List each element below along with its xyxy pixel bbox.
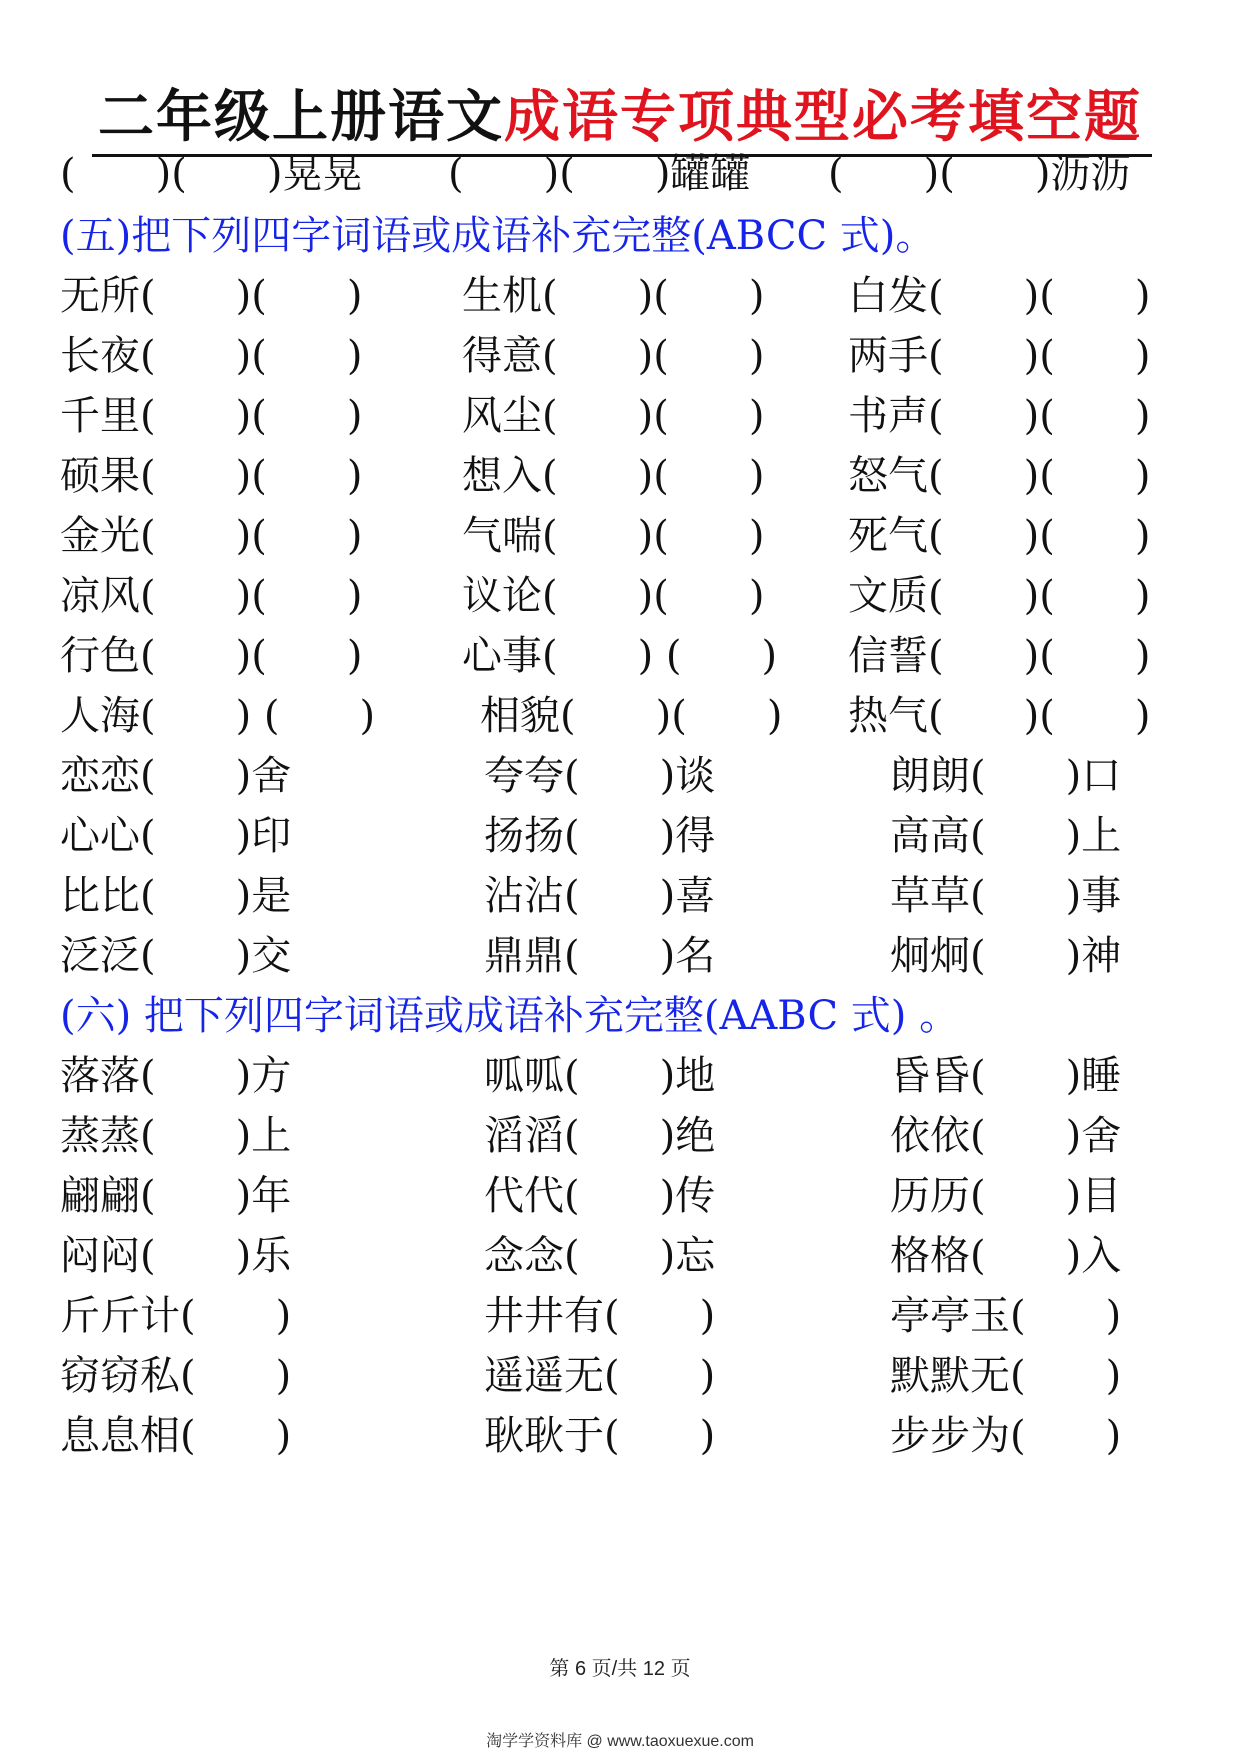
- exercise-item[interactable]: 翩翩( )年: [60, 1173, 292, 1219]
- exercise-item[interactable]: 念念( )忘: [484, 1233, 716, 1279]
- exercise-item[interactable]: 无所( )( ): [60, 273, 363, 319]
- exercise-item[interactable]: 遥遥无( ): [484, 1353, 716, 1399]
- exercise-item[interactable]: 千里( )( ): [60, 393, 363, 439]
- exercise-item[interactable]: 信誓( )( ): [848, 633, 1151, 679]
- exercise-item[interactable]: 窃窃私( ): [60, 1353, 292, 1399]
- exercise-item[interactable]: ( )( )罐罐: [448, 151, 751, 197]
- exercise-item[interactable]: 硕果( )( ): [60, 453, 363, 499]
- exercise-row: [0, 926, 1240, 986]
- exercise-row: [0, 1226, 1240, 1286]
- exercise-item[interactable]: 依依( )舍: [890, 1113, 1122, 1159]
- exercise-item[interactable]: 斤斤计( ): [60, 1293, 292, 1339]
- exercise-item[interactable]: 呱呱( )地: [484, 1053, 716, 1099]
- exercise-row: [0, 566, 1240, 626]
- exercise-item[interactable]: 风尘( )( ): [462, 393, 765, 439]
- exercise-row: [0, 626, 1240, 686]
- exercise-item[interactable]: 默默无( ): [890, 1353, 1122, 1399]
- exercise-item[interactable]: 凉风( )( ): [60, 573, 363, 619]
- exercise-item[interactable]: 死气( )( ): [848, 513, 1151, 559]
- exercise-row: [0, 386, 1240, 446]
- section-5-heading: (五)把下列四字词语或成语补充完整(ABCC 式)。: [60, 213, 936, 259]
- exercise-item[interactable]: 生机( )( ): [462, 273, 765, 319]
- exercise-item[interactable]: 怒气( )( ): [848, 453, 1151, 499]
- watermark-text: 淘学学资料库 @ www.taoxuexue.com: [486, 1733, 754, 1750]
- exercise-item[interactable]: 闷闷( )乐: [60, 1233, 292, 1279]
- exercise-item[interactable]: 热气( )( ): [848, 693, 1151, 739]
- exercise-row: [0, 1166, 1240, 1226]
- exercise-item[interactable]: 想入( )( ): [462, 453, 765, 499]
- exercise-item[interactable]: 昏昏( )睡: [890, 1053, 1122, 1099]
- exercise-item[interactable]: 高高( )上: [890, 813, 1122, 859]
- exercise-item[interactable]: 朗朗( )口: [890, 753, 1122, 799]
- exercise-item[interactable]: 代代( )传: [484, 1173, 716, 1219]
- exercise-row: [0, 1046, 1240, 1106]
- title-part-topic: 成语专项典型必考填空题: [504, 84, 1142, 150]
- page-number: 第 6 页/共 12 页: [549, 1658, 691, 1680]
- exercise-item[interactable]: 文质( )( ): [848, 573, 1151, 619]
- exercise-item[interactable]: 落落( )方: [60, 1053, 292, 1099]
- exercise-item[interactable]: 沾沾( )喜: [484, 873, 716, 919]
- exercise-item[interactable]: 步步为( ): [890, 1413, 1122, 1459]
- exercise-item[interactable]: ( )( )晃晃: [60, 151, 363, 197]
- exercise-item[interactable]: 两手( )( ): [848, 333, 1151, 379]
- exercise-item[interactable]: 格格( )入: [890, 1233, 1122, 1279]
- page-title: [0, 82, 1240, 152]
- exercise-item[interactable]: ( )( )沥沥: [828, 151, 1131, 197]
- exercise-row: [0, 1286, 1240, 1346]
- exercise-item[interactable]: 井井有( ): [484, 1293, 716, 1339]
- exercise-item[interactable]: 比比( )是: [60, 873, 292, 919]
- exercise-item[interactable]: 相貌( )( ): [480, 693, 783, 739]
- exercise-row: [0, 1346, 1240, 1406]
- exercise-item[interactable]: 得意( )( ): [462, 333, 765, 379]
- exercise-item[interactable]: 炯炯( )神: [890, 933, 1122, 979]
- exercise-row: [0, 266, 1240, 326]
- exercise-row: [0, 1106, 1240, 1166]
- exercise-item[interactable]: 夸夸( )谈: [484, 753, 716, 799]
- exercise-item[interactable]: 白发( )( ): [848, 273, 1151, 319]
- exercise-item[interactable]: 心心( )印: [60, 813, 292, 859]
- exercise-row: [0, 506, 1240, 566]
- exercise-item[interactable]: 金光( )( ): [60, 513, 363, 559]
- exercise-item[interactable]: 滔滔( )绝: [484, 1113, 716, 1159]
- exercise-item[interactable]: 泛泛( )交: [60, 933, 292, 979]
- exercise-item[interactable]: 长夜( )( ): [60, 333, 363, 379]
- top-row: [0, 144, 1240, 204]
- exercise-row: [0, 746, 1240, 806]
- exercise-item[interactable]: 亭亭玉( ): [890, 1293, 1122, 1339]
- title-part-grade: 二年级上册语文: [98, 84, 504, 150]
- exercise-item[interactable]: 人海( ) ( ): [60, 693, 376, 739]
- exercise-item[interactable]: 蒸蒸( )上: [60, 1113, 292, 1159]
- exercise-item[interactable]: 鼎鼎( )名: [484, 933, 716, 979]
- exercise-item[interactable]: 草草( )事: [890, 873, 1122, 919]
- exercise-item[interactable]: 行色( )( ): [60, 633, 363, 679]
- exercise-row: [0, 446, 1240, 506]
- exercise-row: [0, 686, 1240, 746]
- exercise-item[interactable]: 恋恋( )舍: [60, 753, 292, 799]
- exercise-item[interactable]: 耿耿于( ): [484, 1413, 716, 1459]
- exercise-row: [0, 1406, 1240, 1466]
- exercise-row: [0, 806, 1240, 866]
- exercise-row: [0, 326, 1240, 386]
- exercise-item[interactable]: 扬扬( )得: [484, 813, 716, 859]
- exercise-item[interactable]: 心事( ) ( ): [462, 633, 778, 679]
- exercise-item[interactable]: 历历( )目: [890, 1173, 1122, 1219]
- exercise-item[interactable]: 议论( )( ): [462, 573, 765, 619]
- section-6-heading: (六) 把下列四字词语或成语补充完整(AABC 式) 。: [60, 993, 960, 1039]
- exercise-row: [0, 866, 1240, 926]
- exercise-item[interactable]: 书声( )( ): [848, 393, 1151, 439]
- exercise-item[interactable]: 气喘( )( ): [462, 513, 765, 559]
- exercise-item[interactable]: 息息相( ): [60, 1413, 292, 1459]
